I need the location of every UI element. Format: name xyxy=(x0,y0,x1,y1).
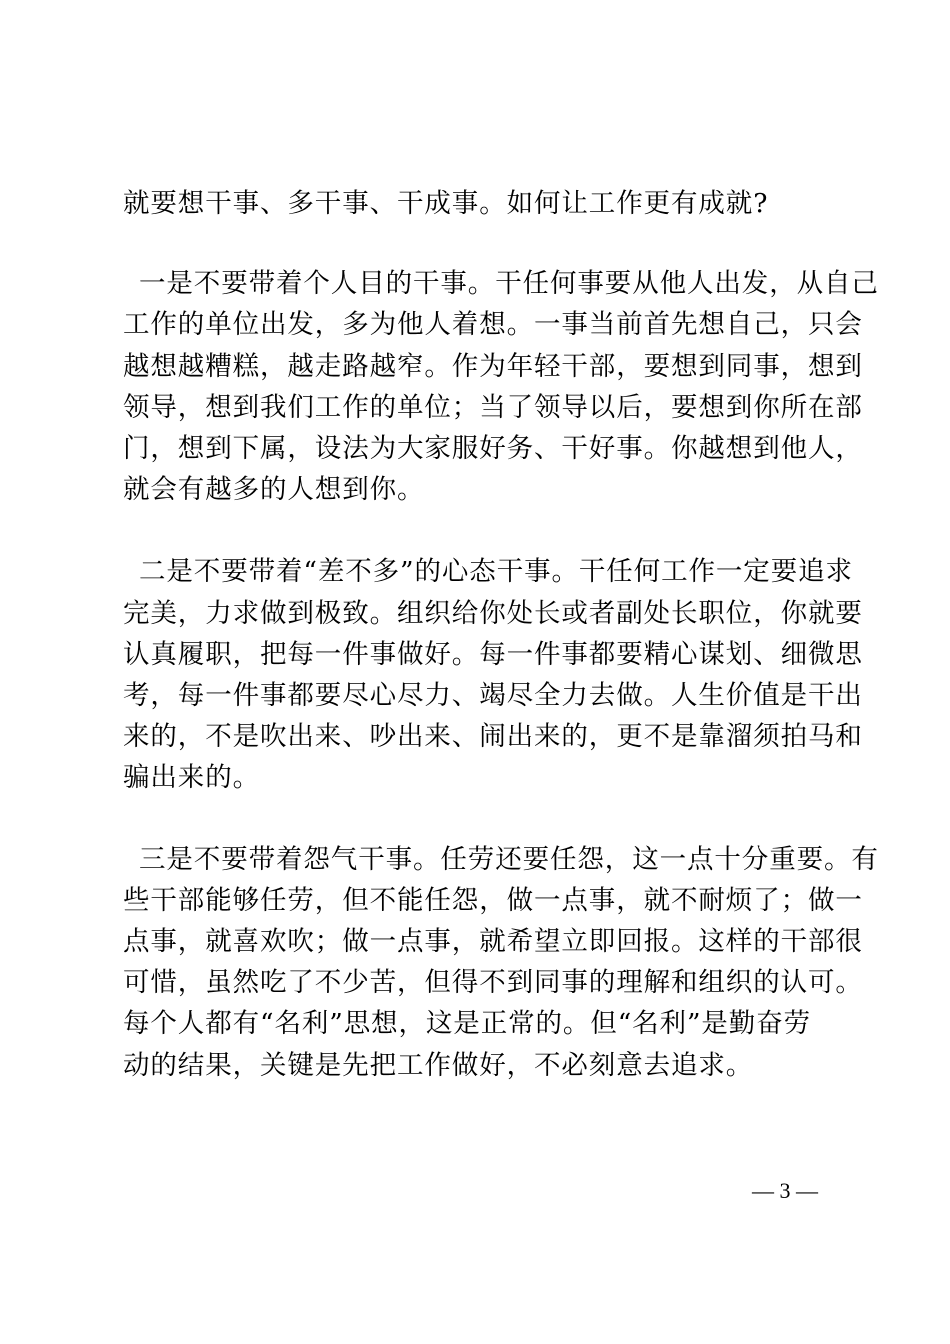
text-line: 领导，想到我们工作的单位；当了领导以后，要想到你所在部 xyxy=(123,391,863,423)
text-line: 些干部能够任劳，但不能任怨，做一点事，就不耐烦了；做一 xyxy=(123,884,863,916)
paragraph-point-three xyxy=(123,839,879,1086)
document-body xyxy=(123,183,879,1086)
text-line: 越想越糟糕，越走路越窄。作为年轻干部，要想到同事，想到 xyxy=(123,350,863,382)
text-line: 工作的单位出发，多为他人着想。一事当前首先想自己，只会 xyxy=(123,309,863,341)
text-line: 三是不要带着怨气干事。任劳还要任怨，这一点十分重要。有 xyxy=(139,843,879,875)
text-line: 就会有越多的人想到你。 xyxy=(123,474,425,506)
text-line: 动的结果，关键是先把工作做好，不必刻意去追求。 xyxy=(123,1049,754,1081)
page-number: — 3 — xyxy=(752,1178,818,1203)
text-line: 一是不要带着个人目的干事。干任何事要从他人出发，从自己 xyxy=(139,268,879,300)
text-line: 可惜，虽然吃了不少苦，但得不到同事的理解和组织的认可。 xyxy=(123,967,863,999)
text-line: 每个人都有“名利”思想，这是正常的。但“名利”是勤奋劳 xyxy=(123,1008,811,1040)
text-line: 认真履职，把每一件事做好。每一件事都要精心谋划、细微思 xyxy=(123,638,863,670)
paragraph-point-two xyxy=(123,551,863,798)
text-line: 就要想干事、多干事、干成事。如何让工作更有成就? xyxy=(123,188,769,219)
text-line: 点事，就喜欢吹；做一点事，就希望立即回报。这样的干部很 xyxy=(123,926,863,958)
paragraph-point-one xyxy=(123,263,879,510)
text-line: 来的，不是吹出来、吵出来、闹出来的，更不是靠溜须拍马和 xyxy=(123,721,863,753)
text-line: 完美，力求做到极致。组织给你处长或者副处长职位，你就要 xyxy=(123,597,863,629)
paragraph-continuation xyxy=(123,183,833,224)
text-line: 门，想到下属，设法为大家服好务、干好事。你越想到他人， xyxy=(123,433,863,465)
text-line: 二是不要带着“差不多”的心态干事。干任何工作一定要追求 xyxy=(139,556,853,588)
text-line: 考，每一件事都要尽心尽力、竭尽全力去做。人生价值是干出 xyxy=(123,680,863,712)
text-line: 骗出来的。 xyxy=(123,762,260,794)
